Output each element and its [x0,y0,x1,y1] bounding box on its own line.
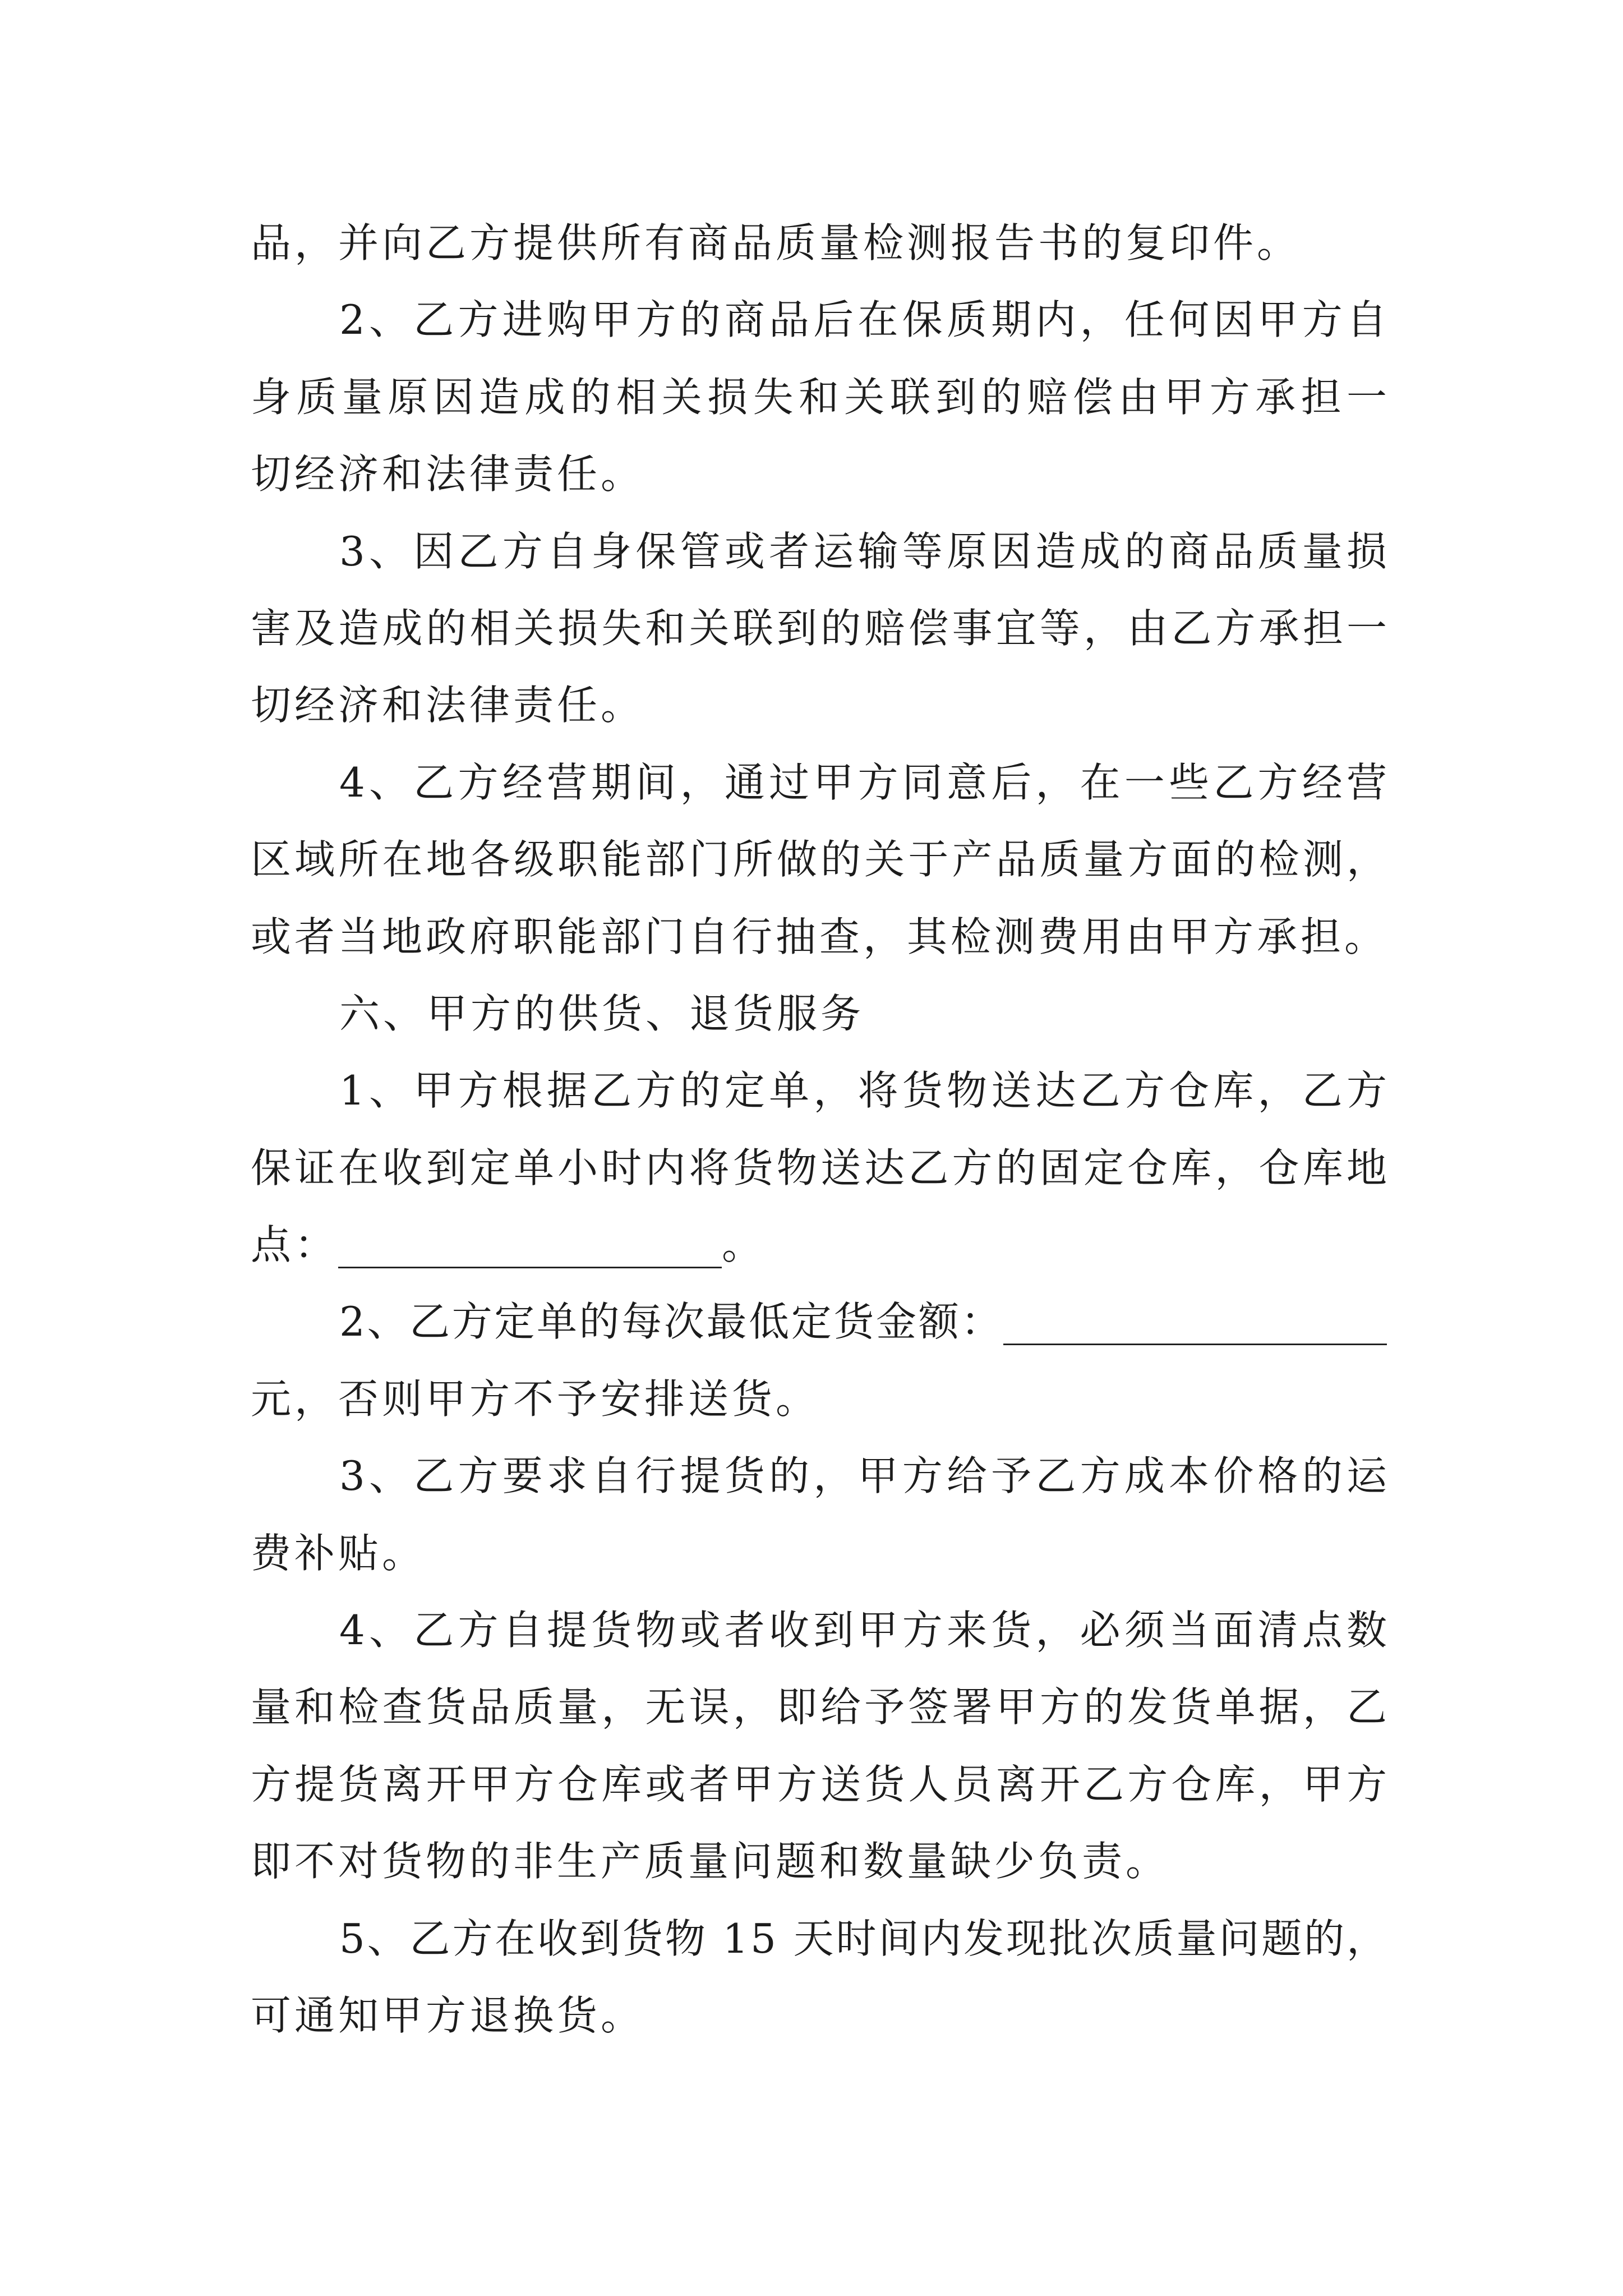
line-text: 方提货离开甲方仓库或者甲方送货人员离开乙方仓库，甲方 [251,1760,1391,1808]
line-text: 身质量原因造成的相关损失和关联到的赔偿由甲方承担一 [251,373,1393,421]
text-line [251,1901,1387,1977]
text-line [251,1592,1391,1669]
line-text: 或者当地政府职能部门自行抽查，其检测费用由甲方承担。 [251,913,1389,960]
text-line [251,513,1391,590]
line-text: 4、乙方经营期间，通过甲方同意后，在一些乙方经营 [339,758,1391,806]
line-text: 害及造成的相关损失和关联到的赔偿事宜等，由乙方承担一 [251,604,1391,652]
line-text: 切经济和法律责任。 [251,682,645,729]
text-line [251,590,1391,667]
fill-in-blank-warehouse-address: ___________________ [338,1221,722,1269]
section-heading [251,976,1387,1052]
paragraph [251,513,1391,744]
line-text: 5、乙方在收到货物 15 天时间内发现批次质量问题的， [339,1915,1389,1962]
text-line [251,1977,1387,2054]
line-text: 1、甲方根据乙方的定单，将货物送达乙方仓库，乙方 [339,1067,1391,1115]
line-text: 品，并向乙方提供所有商品质量检测报告书的复印件。 [251,219,1301,266]
document-page [251,205,1393,2054]
text-line [251,899,1387,976]
line-text: 费补贴。 [251,1529,426,1577]
line-text: 3、因乙方自身保管或者运输等原因造成的商品质量损 [339,527,1391,575]
text-line [251,821,1391,898]
text-line [251,1361,1387,1438]
paragraph [251,744,1391,976]
line-text: 点： [251,1221,339,1269]
line-text: 即不对货物的非生产质量问题和数量缺少负责。 [251,1838,1170,1885]
text-line [251,436,1387,513]
line-text: 可通知甲方退换货。 [251,1991,645,2039]
line-text: 量和检查货品质量，无误，即给予签署甲方的发货单据，乙 [251,1683,1391,1731]
paragraph [251,1592,1391,1901]
text-line [251,976,1387,1052]
text-line [251,1052,1391,1129]
text-line [251,1130,1391,1207]
text-line [251,1669,1391,1746]
text-line [251,744,1391,821]
line-text: 元，否则甲方不予安排送货。 [251,1375,820,1423]
line-text: 区域所在地各级职能部门所做的关于产品质量方面的检测， [251,836,1391,884]
paragraph [251,205,1387,282]
fill-in-blank-minimum-amount: ___________________ [1003,1298,1387,1346]
line-text: 2、乙方定单的每次最低定货金额： [339,1298,1003,1346]
text-line [251,667,1387,744]
line-text: 切经济和法律责任。 [251,450,645,498]
paragraph [251,1283,1387,1438]
text-line [251,1823,1387,1900]
paragraph [251,1901,1387,2055]
line-text: 4、乙方自提货物或者收到甲方来货，必须当面清点数 [339,1607,1391,1654]
text-line [251,1207,1387,1283]
text-line [251,1746,1391,1823]
paragraph [251,1438,1391,1592]
text-line [251,1283,1387,1360]
line-text: 保证在收到定单小时内将货物送达乙方的固定仓库，仓库地 [251,1144,1391,1191]
line-text: 。 [722,1221,766,1269]
text-line [251,205,1387,282]
text-line [251,282,1391,358]
text-line [251,359,1393,436]
heading-text: 六、甲方的供货、退货服务 [339,990,865,1037]
paragraph [251,282,1393,513]
text-line [251,1438,1391,1515]
text-line [251,1515,1387,1592]
line-text: 2、乙方进购甲方的商品后在保质期内，任何因甲方自 [339,296,1391,344]
line-text: 3、乙方要求自行提货的，甲方给予乙方成本价格的运 [339,1452,1391,1500]
paragraph [251,1052,1391,1283]
